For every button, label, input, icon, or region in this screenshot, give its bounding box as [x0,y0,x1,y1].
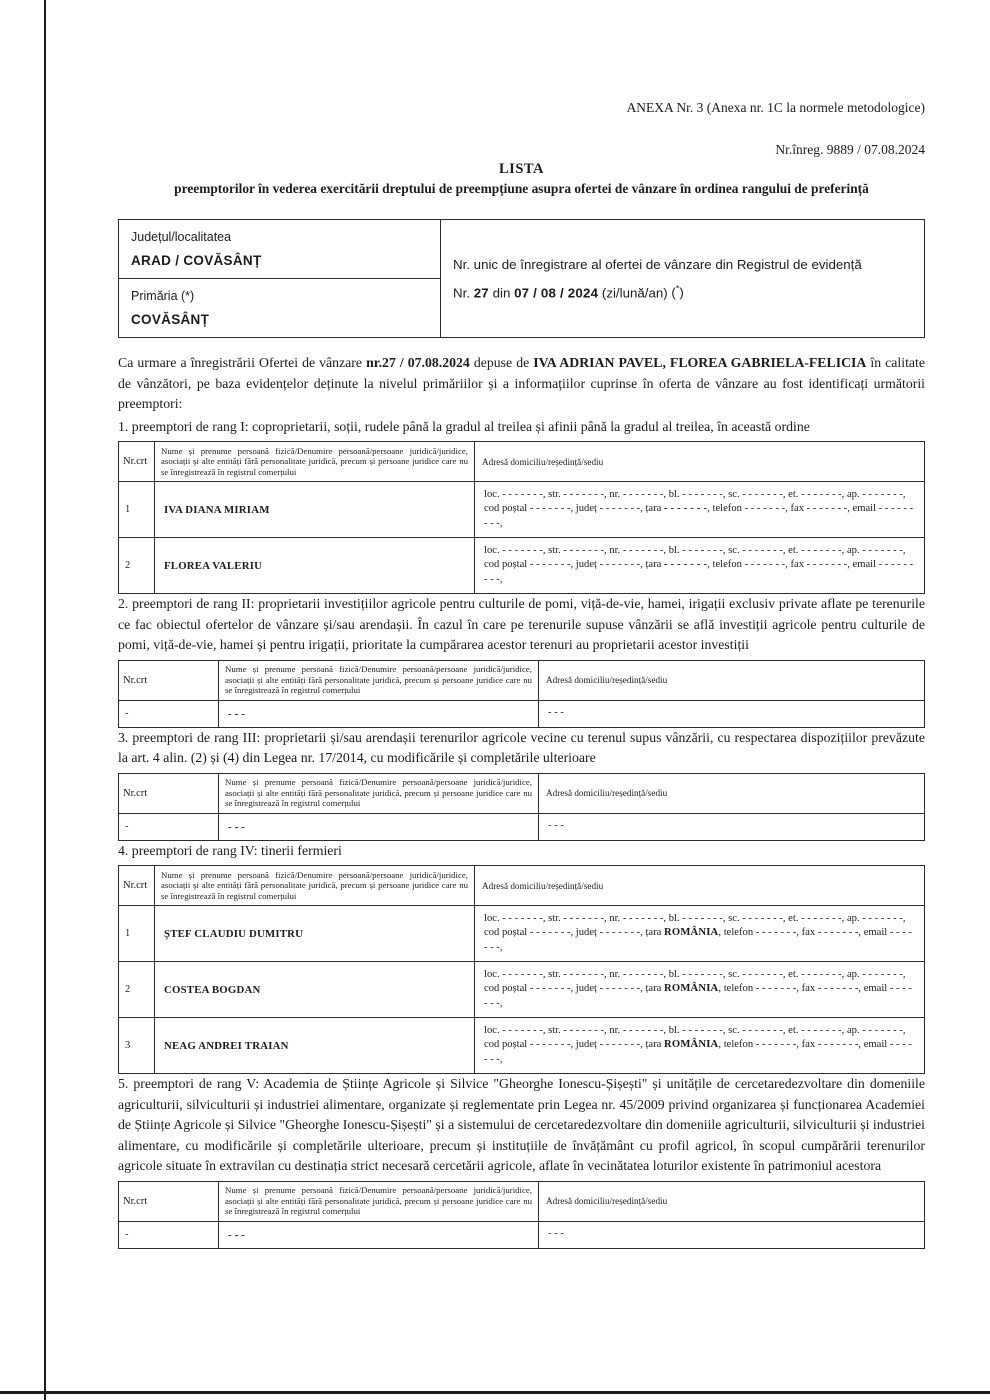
section-2-heading: 2. preemptori de rang II: proprietarii investițiilor agricole pentru culturile de pomi, viță-de-vie, hamei, irigații exclusiv private aflate pe terenurile ce fac obiectul ofertelor de vânzare și/sau arendașii. În cazul în care pe terenurile supuse vânzării se află investiții agricole pentru culturile de pomi, viță-de-vie, hamei și pentru irigații, prioritate la cumpărarea acestor terenuri au proprietarii acestor investiții [118,596,925,652]
table-header-row [119,1181,925,1221]
info-row-county [119,220,925,279]
offer-registration-cell [441,220,925,338]
section-3-heading: 3. preemptori de rang III: proprietarii și/sau arendașii terenurilor agricole vecine cu terenul supus vânzării, cu respectarea dispozițiilor prevăzute la art. 4 alin. (2) și (4) din Legea nr. 17/2014, cu modificările și completările ulterioare [118,729,925,765]
col-header-name: Nume și prenume persoană fizică/Denumire persoană/persoane juridică/juridice, asociații și alte entități fără personalitate juridică, precum și persoane juridice care nu se înregistrează în registrul comerțului [155,442,475,482]
col-header-address: Adresă domiciliu/reședință/sediu [475,442,925,482]
col-header-address: Adresă domiciliu/reședință/sediu [539,660,925,700]
row-number: 3 [119,1018,155,1074]
reg-nr-label: Nr. [453,285,470,301]
col-header-address: Adresă domiciliu/reședință/sediu [475,866,925,906]
document-subtitle: preemptorilor în vederea exercitării dreptului de preempțiune asupra ofertei de vânzare în ordinea rangului de preferință [174,181,869,196]
section-4-heading: 4. preemptori de rang IV: tinerii fermieri [118,842,342,858]
primaria-label: Primăria (*) [131,289,195,303]
country-value: ROMÂNIA [664,983,719,995]
row-number: 1 [119,482,155,538]
preemptor-address: - - - [539,813,925,840]
col-header-nr: Nr.crt [119,660,219,700]
country-value: - - - - - - - [664,503,708,515]
col-header-nr: Nr.crt [119,866,155,906]
row-number: 2 [119,538,155,594]
reg-footnote-mark: (*) [671,283,684,301]
county-value: ARAD / COVĂSÂNȚ [131,253,262,268]
col-header-nr: Nr.crt [119,1181,219,1221]
preemptors-rank2-table [118,660,925,728]
preemptors-rank3-table [118,773,925,841]
preemptors-rank4-table [118,865,925,1074]
col-header-name: Nume și prenume persoană fizică/Denumire persoană/persoane juridică/juridice, asociații și alte entități fără personalitate juridică, precum și persoane juridice care nu se înregistrează în registrul comerțului [219,1181,539,1221]
primaria-value: COVĂSÂNȚ [131,312,210,327]
col-header-address: Adresă domiciliu/reședință/sediu [539,1181,925,1221]
scan-edge-vertical-line [44,0,46,1400]
intro-paragraph [118,353,925,415]
row-number: - [119,1221,219,1248]
reg-din: din [492,285,511,301]
preemptors-rank5-table [118,1181,925,1249]
col-header-nr: Nr.crt [119,773,219,813]
row-number: 1 [119,906,155,962]
table-row [119,700,925,727]
offer-registration-value [453,284,912,300]
primaria-cell [119,279,441,338]
preemptor-address: loc. - - - - - - -, str. - - - - - - -, nr. - - - - - - -, bl. - - - - - - -, sc. - - - - - - -, et. - - - - - - -, ap. - - - - - - -, cod poștal - - - - - - -, județ - - - - - - -, țara ROMÂNIA, telefon - - - - - - -, fax - - - - - - -, email - - - - - - -, [475,1018,925,1074]
row-number: 2 [119,962,155,1018]
county-label: Județul/localitatea [131,230,232,244]
preemptor-name: - - - [219,700,539,727]
registration-info-table [118,219,925,338]
row-number: - [119,700,219,727]
table-row [119,906,925,962]
preemptor-name: IVA DIANA MIRIAM [155,482,475,538]
table-header-row [119,660,925,700]
table-header-row [119,866,925,906]
scan-edge-horizontal-line [0,1391,990,1394]
table-row [119,1018,925,1074]
col-header-name: Nume și prenume persoană fizică/Denumire persoană/persoane juridică/juridice, asociații și alte entități fără personalitate juridică, precum și persoane juridice care nu se înregistrează în registrul comerțului [155,866,475,906]
preemptor-name: NEAG ANDREI TRAIAN [155,1018,475,1074]
col-header-nr: Nr.crt [119,442,155,482]
county-cell [119,220,441,279]
preemptors-rank1-table [118,441,925,594]
annex-reference: ANEXA Nr. 3 (Anexa nr. 1C la normele metodologice) [626,100,925,115]
preemptor-address: loc. - - - - - - -, str. - - - - - - -, nr. - - - - - - -, bl. - - - - - - -, sc. - - - - - - -, et. - - - - - - -, ap. - - - - - - -, cod poștal - - - - - - -, județ - - - - - - -, țara - - - - - - -, telefon - - - - - - -, fax - - - - - - -, email - - - - - - - - -, [475,538,925,594]
col-header-name: Nume și prenume persoană fizică/Denumire persoană/persoane juridică/juridice, asociații și alte entități fără personalitate juridică, precum și persoane juridice care nu se înregistrează în registrul comerțului [219,660,539,700]
offer-number: nr.27 / 07.08.2024 [366,355,470,370]
registration-number-line: Nr.înreg. 9889 / 07.08.2024 [775,142,925,157]
table-row [119,538,925,594]
row-number: - [119,813,219,840]
asterisk-icon: * [675,283,680,294]
preemptor-name: FLOREA VALERIU [155,538,475,594]
preemptor-name: ȘTEF CLAUDIU DUMITRU [155,906,475,962]
reg-date-format: (zi/lună/an) [601,285,668,301]
intro-text: depuse de [469,355,534,370]
section-1-heading: 1. preemptori de rang I: coproprietarii, soții, rudele până la gradul al treilea și afinii până la gradul al treilea, în această ordine [118,418,810,434]
preemptor-address: loc. - - - - - - -, str. - - - - - - -, nr. - - - - - - -, bl. - - - - - - -, sc. - - - - - - -, et. - - - - - - -, ap. - - - - - - -, cod poștal - - - - - - -, județ - - - - - - -, țara - - - - - - -, telefon - - - - - - -, fax - - - - - - -, email - - - - - - - - -, [475,482,925,538]
preemptor-name: COSTEA BOGDAN [155,962,475,1018]
preemptor-name: - - - [219,1221,539,1248]
preemptor-address: loc. - - - - - - -, str. - - - - - - -, nr. - - - - - - -, bl. - - - - - - -, sc. - - - - - - -, et. - - - - - - -, ap. - - - - - - -, cod poștal - - - - - - -, județ - - - - - - -, țara ROMÂNIA, telefon - - - - - - -, fax - - - - - - -, email - - - - - - -, [475,906,925,962]
country-value: ROMÂNIA [664,1039,719,1051]
offer-registration-label: Nr. unic de înregistrare al ofertei de vânzare din Registrul de evidență [453,256,862,272]
col-header-address: Adresă domiciliu/reședință/sediu [539,773,925,813]
intro-text: Ca urmare a înregistrării Ofertei de vânzare [118,355,367,370]
document-page [118,100,925,1249]
preemptor-name: - - - [219,813,539,840]
reg-date-value: 07 / 08 / 2024 [514,285,599,301]
preemptor-address: - - - [539,700,925,727]
reg-nr-value: 27 [473,285,489,301]
document-title: LISTA [499,161,544,177]
preemptor-address: - - - [539,1221,925,1248]
table-header-row [119,773,925,813]
country-value: ROMÂNIA [664,927,719,939]
table-row [119,962,925,1018]
intro-text: în calitate de vânzători, pe baza evidențelor deținute la nivelul primăriilor și a informațiilor cuprinse în oferta de vânzare au fost identificați următorii preemptori: [118,355,925,411]
table-row [119,1221,925,1248]
col-header-name: Nume și prenume persoană fizică/Denumire persoană/persoane juridică/juridice, asociații și alte entități fără personalitate juridică, precum și persoane juridice care nu se înregistrează în registrul comerțului [219,773,539,813]
table-row [119,482,925,538]
country-value: - - - - - - - [664,559,708,571]
table-header-row [119,442,925,482]
section-5-heading: 5. preemptori de rang V: Academia de Științe Agricole și Silvice "Gheorghe Ionescu-Șișești" și unitățile de cercetaredezvoltare din domeniile agriculturii, silviculturii și industriei alimentare, organizate și reglementate prin Legea nr. 45/2009 privind organizarea și funcționarea Academiei de Științe Agricole și Silvice "Gheorghe Ionescu-Șișești" și a sistemului de cercetaredezvoltare din domeniile agriculturii, silviculturii și industriei alimentare, cu modificările și completările ulterioare, precum și instituțiile de învățământ cu profil agricol, în scopul cumpărării terenurilor agricole situate în extravilan cu destinația strict necesară cercetării agricole, aflate în vecinătatea loturilor existente în patrimoniul acestora [118,1076,925,1173]
preemptor-address: loc. - - - - - - -, str. - - - - - - -, nr. - - - - - - -, bl. - - - - - - -, sc. - - - - - - -, et. - - - - - - -, ap. - - - - - - -, cod poștal - - - - - - -, județ - - - - - - -, țara ROMÂNIA, telefon - - - - - - -, fax - - - - - - -, email - - - - - - -, [475,962,925,1018]
table-row [119,813,925,840]
sellers-names: IVA ADRIAN PAVEL, FLOREA GABRIELA-FELICIA [533,355,867,370]
